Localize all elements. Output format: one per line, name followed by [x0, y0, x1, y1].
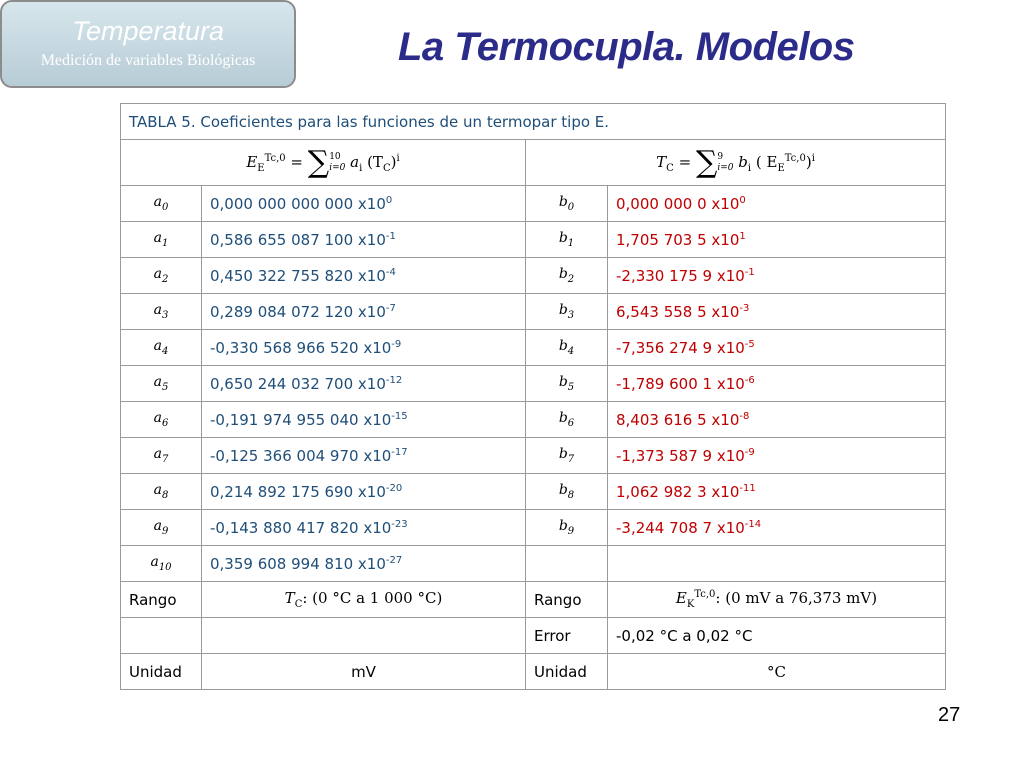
a-value: -0,143 880 417 820 $x10^{-23}$ — [202, 510, 526, 546]
a-value: -0,330 568 966 520 $x10^{-9}$ — [202, 330, 526, 366]
badge-title: Temperatura — [71, 16, 225, 46]
unit-b: °C — [608, 654, 946, 690]
range-label: Rango — [121, 582, 202, 618]
a-value: 0,586 655 087 100 $x10^{-1}$ — [202, 222, 526, 258]
a-symbol: $a_{10}$ — [121, 546, 202, 582]
a-symbol: $a_4$ — [121, 330, 202, 366]
range-b: $E_K^{Tc,0}$: (0 mV a 76,373 mV) — [608, 582, 946, 618]
b-value: 1,705 703 5 $x10^1$ — [608, 222, 946, 258]
coefficient-row — [121, 438, 946, 474]
b-value: -1,789 600 1 $x10^{-6}$ — [608, 366, 946, 402]
a-symbol: $a_1$ — [121, 222, 202, 258]
b-symbol: $b_6$ — [526, 402, 608, 438]
b-value: 0,000 000 0 $x10^0$ — [608, 186, 946, 222]
b-symbol: $b_7$ — [526, 438, 608, 474]
b-symbol: $b_0$ — [526, 186, 608, 222]
unit-a: mV — [202, 654, 526, 690]
b-symbol: $b_2$ — [526, 258, 608, 294]
empty-cell — [202, 618, 526, 654]
a-symbol: $a_7$ — [121, 438, 202, 474]
unit-label: Unidad — [121, 654, 202, 690]
coefficient-row — [121, 330, 946, 366]
range-a: $T_C$: (0 °C a 1 000 °C) — [202, 582, 526, 618]
formula-voltage: $E_E^{Tc,0} = \sum 10$ i=0 $a_i$ $(T_C)^i$ — [121, 140, 526, 186]
a-value: 0,000 000 000 000 $x10^0$ — [202, 186, 526, 222]
page-number: 27 — [938, 704, 961, 726]
coefficient-row — [121, 510, 946, 546]
a-symbol: $a_5$ — [121, 366, 202, 402]
empty-cell — [608, 546, 946, 582]
a-value: 0,359 608 994 810 $x10^{-27}$ — [202, 546, 526, 582]
slide-title: La Termocupla. Modelos — [398, 25, 855, 69]
coefficient-row — [121, 186, 946, 222]
coefficient-row — [121, 546, 946, 582]
empty-cell — [121, 618, 202, 654]
b-value: -1,373 587 9 $x10^{-9}$ — [608, 438, 946, 474]
a-value: 0,650 244 032 700 $x10^{-12}$ — [202, 366, 526, 402]
b-symbol: $b_8$ — [526, 474, 608, 510]
a-symbol: $a_3$ — [121, 294, 202, 330]
a-symbol: $a_2$ — [121, 258, 202, 294]
coefficient-row — [121, 222, 946, 258]
b-symbol: $b_5$ — [526, 366, 608, 402]
a-value: -0,125 366 004 970 $x10^{-17}$ — [202, 438, 526, 474]
b-value: 1,062 982 3 $x10^{-11}$ — [608, 474, 946, 510]
b-symbol: $b_9$ — [526, 510, 608, 546]
coefficient-row — [121, 258, 946, 294]
coefficient-row — [121, 294, 946, 330]
coefficient-row — [121, 474, 946, 510]
a-symbol: $a_0$ — [121, 186, 202, 222]
b-value: 6,543 558 5 $x10^{-3}$ — [608, 294, 946, 330]
b-value: 8,403 616 5 $x10^{-8}$ — [608, 402, 946, 438]
coefficient-row — [121, 402, 946, 438]
formula-temperature: $T_C = \sum 9$ i=0 $b_i$ ( $E_E^{Tc,0})^i$ — [526, 140, 946, 186]
a-value: 0,450 322 755 820 $x10^{-4}$ — [202, 258, 526, 294]
a-symbol: $a_6$ — [121, 402, 202, 438]
a-value: 0,214 892 175 690 $x10^{-20}$ — [202, 474, 526, 510]
a-value: 0,289 084 072 120 $x10^{-7}$ — [202, 294, 526, 330]
unit-label-b: Unidad — [526, 654, 608, 690]
table-caption: TABLA 5. Coeficientes para las funciones de un termopar tipo E. — [121, 104, 946, 140]
b-symbol: $b_1$ — [526, 222, 608, 258]
empty-cell — [526, 546, 608, 582]
badge-subtitle: Medición de variables Biológicas — [40, 52, 256, 69]
range-label-b: Rango — [526, 582, 608, 618]
section-badge — [0, 0, 296, 88]
error-label: Error — [526, 618, 608, 654]
b-value: -7,356 274 9 $x10^{-5}$ — [608, 330, 946, 366]
coefficient-table — [120, 103, 946, 690]
b-symbol: $b_3$ — [526, 294, 608, 330]
a-symbol: $a_8$ — [121, 474, 202, 510]
b-value: -3,244 708 7 $x10^{-14}$ — [608, 510, 946, 546]
b-value: -2,330 175 9 $x10^{-1}$ — [608, 258, 946, 294]
coefficient-row — [121, 366, 946, 402]
b-symbol: $b_4$ — [526, 330, 608, 366]
a-symbol: $a_9$ — [121, 510, 202, 546]
error-value: -0,02 °C a 0,02 °C — [608, 618, 946, 654]
a-value: -0,191 974 955 040 $x10^{-15}$ — [202, 402, 526, 438]
